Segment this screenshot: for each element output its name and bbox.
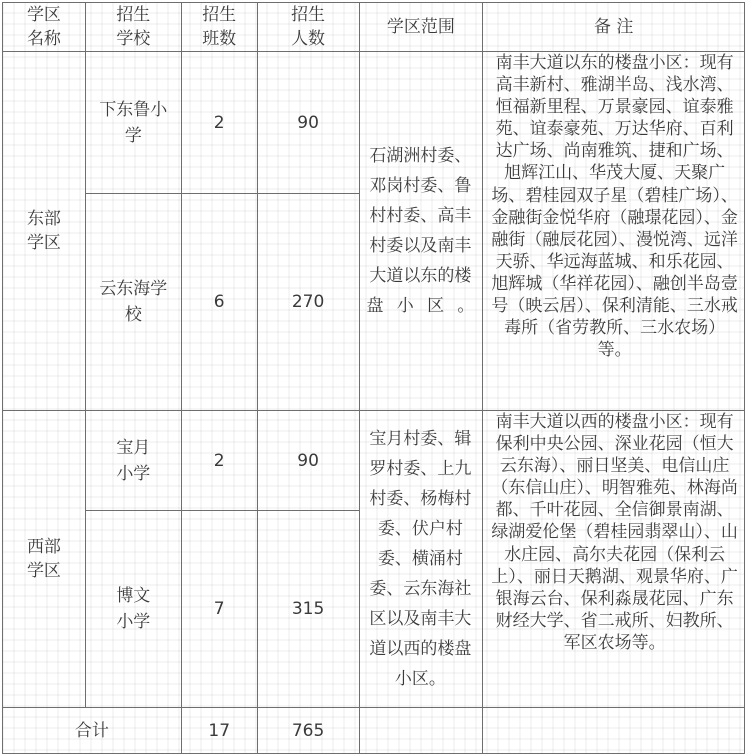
header-area: 学区范围	[359, 3, 483, 52]
table-row	[3, 52, 745, 194]
total-area	[359, 708, 483, 754]
note-east: 南丰大道以东的楼盘小区：现有高丰新村、雅湖半岛、浅水湾、恒福新里程、万景豪园、谊泰雅苑、谊泰豪苑、万达华府、百利达广场、尚南雅筑、捷和广场、旭辉江山、华茂大厦、天聚广场、碧桂园双子星（碧桂广场）、金融街金悦华府（融璟花园）、金融街（融辰花园）、漫悦湾、远洋天骄、华远海蓝城、和乐花园、旭辉城（华祥花园）、融创半岛壹号（映云居）、保利清能、三水戒毒所（省劳教所、三水农场）等。	[483, 52, 745, 411]
total-classes: 17	[181, 708, 257, 754]
school-name: 云东海学 校	[85, 194, 181, 411]
school-students: 90	[257, 52, 359, 194]
header-note: 备 注	[483, 3, 745, 52]
school-classes: 6	[181, 194, 257, 411]
note-west: 南丰大道以西的楼盘小区：现有保利中央公园、深业花园（恒大云东海）、丽日坚美、电信山庄（东信山庄）、明智雅苑、林海尚都、千叶花园、全信御景南湖、绿湖爱伦堡（碧桂园翡翠山）、山水庄园、高尔夫花园（保利云上）、丽日天鹅湖、观景华府、广银海云台、保利淼晟花园、广东财经大学、省二戒所、妇教所、军区农场等。	[483, 411, 745, 708]
school-name: 下东鲁小 学	[85, 52, 181, 194]
district-east: 东部 学区	[3, 52, 86, 411]
header-school: 招生 学校	[85, 3, 181, 52]
school-name: 宝月 小学	[85, 411, 181, 511]
school-students: 90	[257, 411, 359, 511]
table-row	[3, 411, 745, 511]
total-students: 765	[257, 708, 359, 754]
total-label: 合计	[3, 708, 182, 754]
district-west: 西部 学区	[3, 411, 86, 708]
total-note	[483, 708, 745, 754]
area-west: 宝月村委、辑罗村委、上九村委、杨梅村委、伏户村委、横涌村委、云东海社区以及南丰大道以西的楼盘小区。	[359, 411, 483, 708]
total-row	[3, 708, 745, 754]
school-classes: 2	[181, 52, 257, 194]
school-name: 博文 小学	[85, 511, 181, 708]
header-row	[3, 3, 745, 52]
school-students: 270	[257, 194, 359, 411]
area-east: 石湖洲村委、邓岗村委、鲁村村委、高丰村委以及南丰大道以东的楼盘小区。	[359, 52, 483, 411]
school-students: 315	[257, 511, 359, 708]
school-classes: 2	[181, 411, 257, 511]
enrollment-table	[2, 2, 745, 754]
school-classes: 7	[181, 511, 257, 708]
header-students: 招生 人数	[257, 3, 359, 52]
header-classes: 招生 班数	[181, 3, 257, 52]
header-district-name: 学区 名称	[3, 3, 86, 52]
